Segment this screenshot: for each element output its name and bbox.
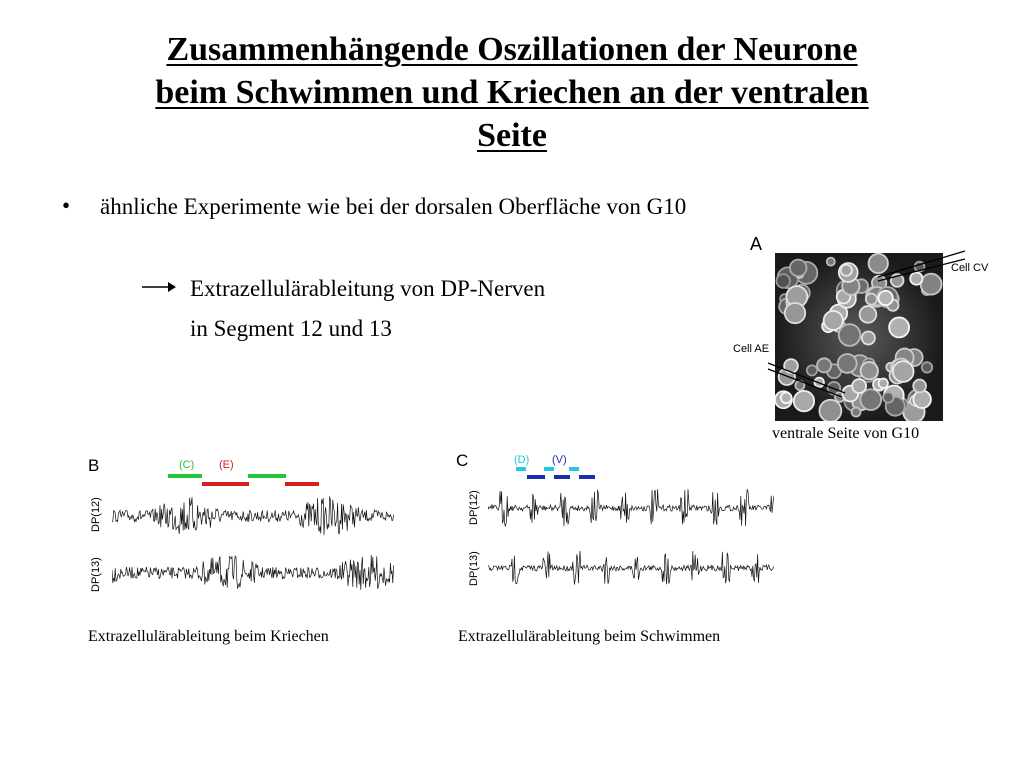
figure-b-caption: Extrazellulärableitung beim Kriechen — [88, 628, 329, 645]
title-line-1: Zusammenhängende Oszillationen der Neurone — [166, 31, 858, 68]
figure-a-pointer-lines — [730, 245, 970, 405]
figure-b-trace1-label: DP(12) — [90, 497, 102, 532]
title-line-3: Seite — [477, 117, 547, 154]
figure-c-legend-d: (D) — [514, 454, 530, 466]
figure-b-legend-c: (C) — [179, 459, 195, 471]
figure-b-trace2-label: DP(13) — [90, 557, 102, 592]
figure-a-caption: ventrale Seite von G10 — [772, 425, 920, 442]
figure-a-panel-label: A — [750, 234, 763, 254]
arrow-right-icon — [142, 280, 178, 294]
bullet-text: ähnliche Experimente wie bei der dorsalen Oberfläche von G10 — [100, 194, 687, 219]
figure-c-panel-label: C — [456, 451, 469, 470]
sub-text-line-2: in Segment 12 und 13 — [190, 316, 392, 341]
figure-c-caption: Extrazellulärableitung beim Schwimmen — [458, 628, 721, 645]
figure-c-trace2-label: DP(13) — [468, 551, 480, 586]
figure-b-phase-bars — [168, 472, 323, 488]
figure-c-traces — [488, 480, 774, 590]
figure-c-trace-dp13 — [488, 551, 774, 585]
figure-c-trace-dp12 — [488, 489, 774, 526]
figure-c-trace1-label: DP(12) — [468, 490, 480, 525]
figure-b-traces — [112, 488, 394, 598]
bullet-marker: • — [62, 193, 71, 218]
figure-c-legend-v: (V) — [552, 454, 567, 466]
figure-a-label-cell-ae: Cell AE — [733, 343, 770, 355]
slide-title — [60, 28, 964, 157]
figure-b-trace-dp12 — [112, 496, 394, 535]
sub-text-line-1: Extrazellulärableitung von DP-Nerven — [190, 276, 546, 301]
figure-a-label-cell-cv: Cell CV — [951, 262, 989, 274]
neuron-cell — [852, 408, 861, 417]
figure-b-trace-dp13 — [112, 555, 394, 590]
figure-b-panel-label: B — [88, 456, 100, 475]
title-line-2: beim Schwimmen und Kriechen an der ventralen — [155, 74, 869, 111]
figure-b-legend-e: (E) — [219, 459, 234, 471]
